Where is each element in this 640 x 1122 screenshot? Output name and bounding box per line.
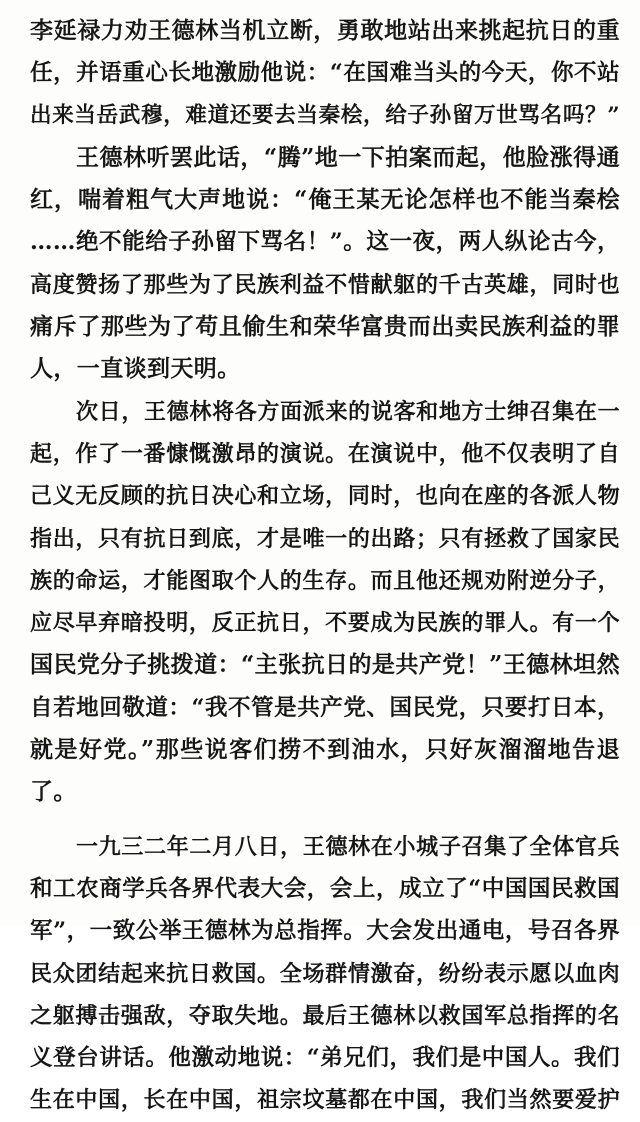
text-line: 就是好党。”那些说客们捞不到油水，只好灰溜溜地告退 xyxy=(30,736,620,764)
text-line: 起，作了一番慷慨激昂的演说。在演说中，他不仅表明了自 xyxy=(30,440,620,467)
text-line: 出来当岳武穆，难道还要去当秦桧，给子孙留万世骂名吗？” xyxy=(30,102,620,128)
body-text xyxy=(30,10,620,1122)
text-line: ……绝不能给子孙留下骂名！”。这一夜，两人纵论古今， xyxy=(30,229,620,256)
text-line: 义登台讲话。他激动地说：“弟兄们，我们是中国人。我们 xyxy=(30,1045,620,1072)
text-line: 李延禄力劝王德林当机立断，勇敢地站出来挑起抗日的重 xyxy=(30,17,620,44)
paragraph xyxy=(30,391,620,814)
text-line: 自若地回敬道：“我不管是共产党、国民党，只要打日本， xyxy=(30,694,620,721)
text-line: 军”，一致公举王德林为总指挥。大会发出通电，号召各界 xyxy=(30,918,620,945)
paragraph-gap xyxy=(30,814,620,826)
text-line: 指出，只有抗日到底，才是唯一的出路；只有拯救了国家民 xyxy=(30,525,620,552)
text-line: 国民党分子挑拨道：“主张抗日的是共产党！”王德林坦然 xyxy=(30,651,620,679)
text-line: 高度赞扬了那些为了民族利益不惜献躯的千古英雄，同时也 xyxy=(30,271,620,298)
text-line: 己义无反顾的抗日决心和立场，同时，也向在座的各派人物 xyxy=(30,483,620,510)
text-line: 族的命运，才能图取个人的生存。而且他还规劝附逆分子， xyxy=(30,567,620,594)
text-line: 次日，王德林将各方面派来的说客和地方士绅召集在一 xyxy=(76,398,620,425)
paragraph xyxy=(30,826,620,1122)
text-line: 任，并语重心长地激励他说：“在国难当头的今天，你不站 xyxy=(30,60,620,87)
paragraph xyxy=(30,10,620,137)
text-line: 和工农商学兵各界代表大会，会上，成立了“中国国民救国 xyxy=(30,875,620,902)
text-line: 一九三二年二月八日，王德林在小城子召集了全体官兵 xyxy=(76,833,620,860)
text-line: 之躯搏击强敌，夺取失地。最后王德林以救国军总指挥的名 xyxy=(30,1002,620,1029)
text-line: 红，喘着粗气大声地说：“俺王某无论怎样也不能当秦桧 xyxy=(30,186,620,214)
text-line: 生在中国，长在中国，祖宗坟墓都在中国，我们当然要爱护 xyxy=(30,1087,620,1114)
text-line: 应尽早弃暗投明，反正抗日，不要成为民族的罪人。有一个 xyxy=(30,610,620,637)
text-line: 民众团结起来抗日救国。全场群情激奋，纷纷表示愿以血肉 xyxy=(30,960,620,987)
text-line: 王德林听罢此话，“腾”地一下拍案而起，他脸涨得通 xyxy=(76,143,620,171)
text-line: 痛斥了那些为了苟且偷生和荣华富贵而出卖民族利益的罪 xyxy=(30,313,620,341)
paragraph xyxy=(30,137,620,391)
text-line: 了。 xyxy=(30,778,77,806)
text-line: 人，一直谈到天明。 xyxy=(30,355,241,383)
